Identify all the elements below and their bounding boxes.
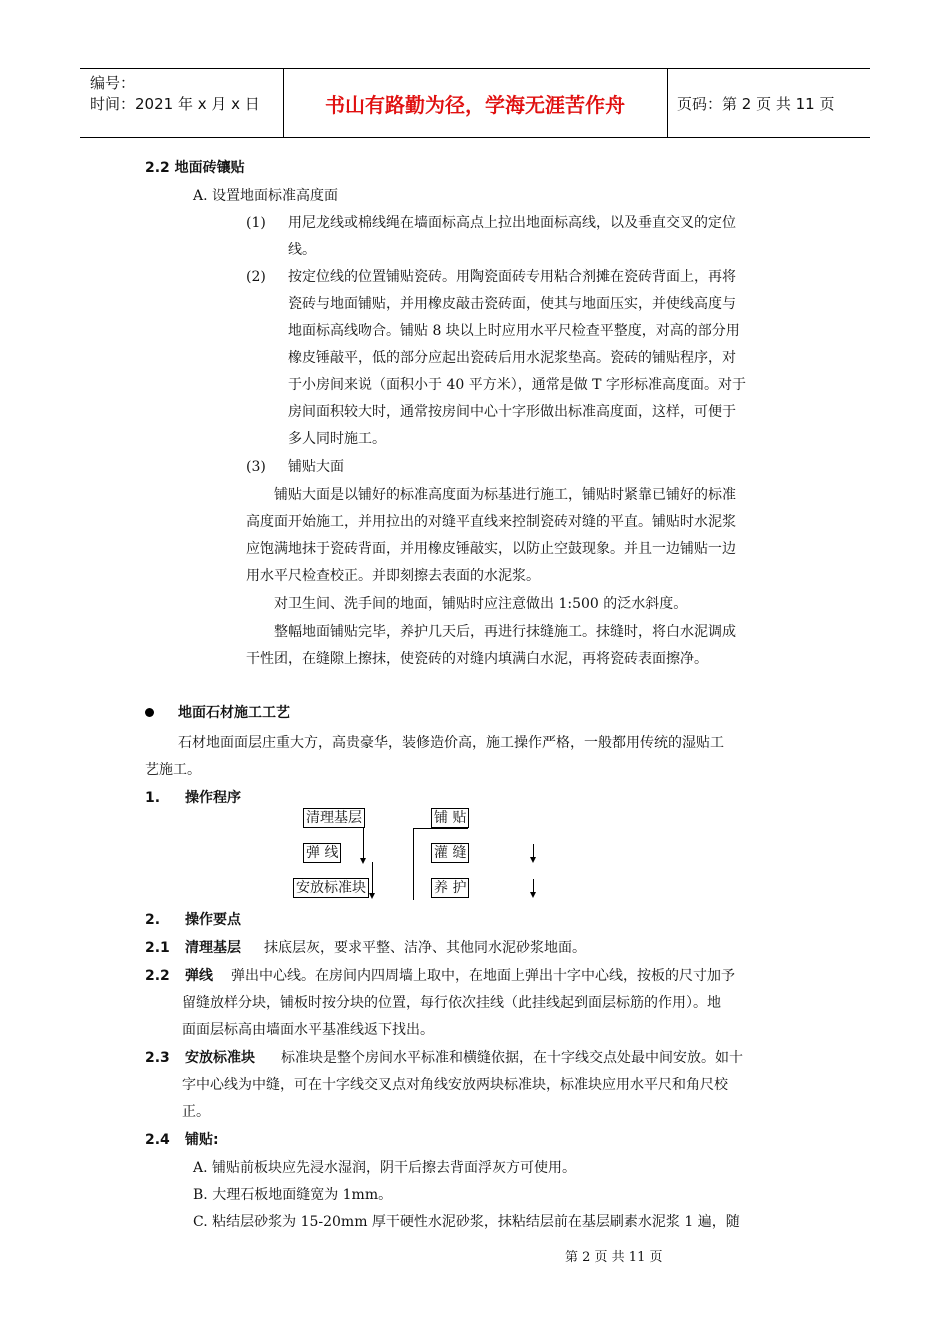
point-title: 安放标准块 [185,1050,255,1066]
flow-step-box: 养 护 [431,878,469,898]
step-title: 操作程序 [185,790,241,806]
paragraph-line: 留缝放样分块，铺板时按分块的位置，每行依次挂线（此挂线起到面层标筋的作用）。地 [182,995,721,1011]
header-motto: 书山有路勤为径，学海无涯苦作舟 [325,92,625,117]
point-title: 清理基层 [185,940,241,956]
paragraph-line: 抹底层灰，要求平整、洁净、其他同水泥砂浆地面。 [264,940,586,956]
list-item: B. 大理石板地面缝宽为 1mm。 [193,1187,393,1203]
paragraph-line: 高度面开始施工，并用拉出的对缝平直线来控制瓷砖对缝的平直。铺贴时水泥浆 [246,514,736,530]
paragraph-line: 弹出中心线。在房间内四周墙上取中，在地面上弹出十字中心线，按板的尺寸加予 [231,968,735,984]
point-number: 2.2 [145,968,170,984]
paragraph-line: 干性团，在缝隙上擦抹，使瓷砖的对缝内填满白水泥，再将瓷砖表面擦净。 [246,651,708,667]
paragraph-line: 地面标高线吻合。铺贴 8 块以上时应用水平尺检查平整度，对高的部分用 [288,323,740,339]
paragraph-line: 于小房间来说（面积小于 40 平方米），通常是做 T 字形标准高度面。对于 [288,377,746,393]
paragraph-line: 字中心线为中缝，可在十字线交叉点对角线安放两块标准块，标准块应用水平尺和角尺校 [182,1077,728,1093]
step-number: 2. [145,912,161,928]
paragraph-line: 铺贴大面是以铺好的标准高度面为标基进行施工，铺贴时紧靠已铺好的标准 [274,487,736,503]
subsection-a: A. 设置地面标准高度面 [193,188,339,204]
header-page-info: 页码：第 2 页 共 11 页 [677,94,835,113]
flow-connector [413,828,468,829]
code-label: 编号： [90,74,136,92]
paragraph-line: 线。 [288,242,316,258]
paragraph-line: 面面层标高由墙面水平基准线返下找出。 [182,1022,434,1038]
paragraph-line: 正。 [182,1104,210,1120]
point-title: 弹线 [185,968,213,984]
section-title: 地面石材施工工艺 [178,705,290,721]
paragraph-line: 标准块是整个房间水平标准和横缝依据，在十字线交点处最中间安放。如十 [281,1050,743,1066]
item-number: (3) [246,459,266,475]
item-number: (1) [246,215,266,231]
paragraph-line: 多人同时施工。 [288,431,386,447]
list-item: A. 铺贴前板块应先浸水湿润，阴干后擦去背面浮灰方可使用。 [193,1160,577,1176]
arrow-down-icon [369,893,375,899]
paragraph-line: 按定位线的位置铺贴瓷砖。用陶瓷面砖专用粘合剂摊在瓷砖背面上，再将 [288,269,736,285]
point-title: 铺贴: [185,1132,219,1148]
arrow-down-icon [360,858,366,864]
paragraph-line: 整幅地面铺贴完毕，养护几天后，再进行抹缝施工。抹缝时，将白水泥调成 [274,624,736,640]
flow-connector [372,862,373,893]
paragraph-line: 橡皮锤敲平，低的部分应起出瓷砖后用水泥浆垫高。瓷砖的铺贴程序，对 [288,350,736,366]
flow-connector [363,828,364,858]
flow-step-box: 灌 缝 [431,843,469,863]
flow-connector [533,879,534,892]
flow-step-box: 清理基层 [303,808,365,828]
paragraph-line: 用水平尺检查校正。并即刻擦去表面的水泥浆。 [246,568,540,584]
step-title: 操作要点 [185,912,241,928]
flow-connector [413,828,414,900]
page-footer: 第 2 页 共 11 页 [565,1250,663,1265]
item-number: (2) [246,269,266,285]
point-number: 2.1 [145,940,170,956]
section-heading: 2.2 地面砖镶贴 [145,160,245,176]
header-meta [90,73,260,115]
page-header [80,68,870,138]
paragraph-line: 艺施工。 [145,762,201,778]
point-number: 2.3 [145,1050,170,1066]
flow-step-box: 弹 线 [303,843,341,863]
arrow-down-icon [530,892,536,898]
item-title: 铺贴大面 [288,459,344,475]
paragraph-line: 应饱满地抹于瓷砖背面，并用橡皮锤敲实，以防止空鼓现象。并且一边铺贴一边 [246,541,736,557]
paragraph-line: 石材地面面层庄重大方，高贵豪华，装修造价高，施工操作严格，一般都用传统的湿贴工 [178,735,724,751]
paragraph-line: 用尼龙线或棉线绳在墙面标高点上拉出地面标高线，以及垂直交叉的定位 [288,215,736,231]
bullet-icon [145,708,154,717]
point-number: 2.4 [145,1132,170,1148]
paragraph-line: 对卫生间、洗手间的地面，铺贴时应注意做出 1:500 的泛水斜度。 [274,596,688,612]
flow-connector [533,844,534,857]
list-item: C. 粘结层砂浆为 15-20mm 厚干硬性水泥砂浆，抹粘结层前在基层刷素水泥浆 1 遍，随 [193,1214,740,1230]
flow-step-box: 安放标准块 [293,878,369,898]
step-number: 1. [145,790,161,806]
paragraph-line: 房间面积较大时，通常按房间中心十字形做出标准高度面，这样，可便于 [288,404,736,420]
paragraph-line: 瓷砖与地面铺贴，并用橡皮敲击瓷砖面，使其与地面压实，并使线高度与 [288,296,736,312]
arrow-down-icon [530,857,536,863]
flow-step-box: 铺 贴 [431,808,469,828]
time-label: 时间：2021 年 x 月 x 日 [90,95,260,113]
